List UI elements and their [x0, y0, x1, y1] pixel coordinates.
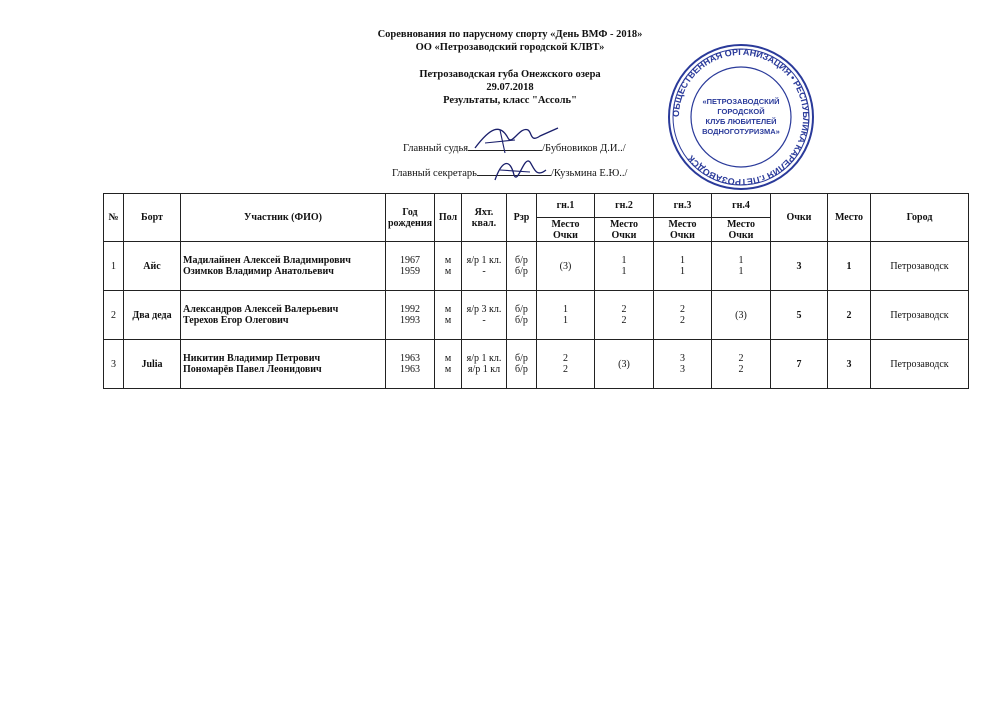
race1-sub: Место Очки	[536, 218, 594, 242]
row-qual: я/р 3 кл. -	[461, 291, 506, 340]
organizer: ОО «Петрозаводский городской КЛВТ»	[415, 42, 605, 53]
col-sex: Пол	[434, 194, 461, 242]
date: 29.07.2018	[486, 82, 534, 93]
row-city: Петрозаводск	[870, 291, 968, 340]
stamp-line-4: ВОДНОГОТУРИЗМА»	[702, 127, 780, 136]
col-points: Очки	[770, 194, 827, 242]
row-place: 1	[827, 242, 870, 291]
race4-sub: Место Очки	[711, 218, 770, 242]
row-race4: 1 1	[711, 242, 770, 291]
row-bort: Айс	[124, 242, 181, 291]
col-race3: гн.3	[653, 194, 711, 218]
row-race3: 3 3	[653, 340, 711, 389]
row-place: 2	[827, 291, 870, 340]
row-race2: 1 1	[594, 242, 653, 291]
row-bort: Два деда	[124, 291, 181, 340]
col-city: Город	[870, 194, 968, 242]
row-num: 3	[104, 340, 124, 389]
results-class: Результаты, класс "Ассоль"	[443, 95, 577, 106]
stamp-line-3: КЛУБ ЛЮБИТЕЛЕЙ	[705, 117, 777, 126]
row-bort: Julia	[124, 340, 181, 389]
secretary-name: /Кузьмина Е.Ю../	[550, 168, 628, 179]
row-city: Петрозаводск	[870, 340, 968, 389]
row-city: Петрозаводск	[870, 242, 968, 291]
row-race3: 1 1	[653, 242, 711, 291]
row-names: Никитин Владимир Петрович Пономарёв Павел Леонидович	[181, 340, 386, 389]
col-race2: гн.2	[594, 194, 653, 218]
table-row	[104, 340, 969, 389]
stamp-outer-text: ОБЩЕСТВЕННАЯ ОРГАНИЗАЦИЯ • РЕСПУБЛИКА КАРЕЛИЯ г.ПЕТРОЗАВОДСК	[670, 46, 812, 188]
col-participant: Участник (ФИО)	[181, 194, 386, 242]
row-years: 1963 1963	[386, 340, 435, 389]
col-rank: Рзр	[506, 194, 536, 242]
row-race3: 2 2	[653, 291, 711, 340]
col-bort: Борт	[124, 194, 181, 242]
row-points: 5	[770, 291, 827, 340]
row-rank: б/р б/р	[506, 242, 536, 291]
row-qual: я/р 1 кл. -	[461, 242, 506, 291]
row-num: 2	[104, 291, 124, 340]
race2-sub: Место Очки	[594, 218, 653, 242]
row-race1: 2 2	[536, 340, 594, 389]
col-race4: гн.4	[711, 194, 770, 218]
row-sex: м м	[434, 291, 461, 340]
col-num: №	[104, 194, 124, 242]
col-place: Место	[827, 194, 870, 242]
stamp-line-1: «ПЕТРОЗАВОДСКИЙ	[702, 97, 780, 106]
secretary-signature-scribble	[490, 150, 550, 190]
col-year: Год рождения	[386, 194, 435, 242]
row-years: 1967 1959	[386, 242, 435, 291]
col-qual: Яхт. квал.	[461, 194, 506, 242]
row-points: 3	[770, 242, 827, 291]
row-qual: я/р 1 кл. я/р 1 кл	[461, 340, 506, 389]
row-race2: 2 2	[594, 291, 653, 340]
row-sex: м м	[434, 340, 461, 389]
results-table	[103, 193, 969, 389]
row-years: 1992 1993	[386, 291, 435, 340]
race3-sub: Место Очки	[653, 218, 711, 242]
row-names: Александров Алексей Валерьевич Терехов Егор Олегович	[181, 291, 386, 340]
row-race2: (3)	[594, 340, 653, 389]
judge-label: Главный судья	[403, 143, 469, 154]
row-race4: (3)	[711, 291, 770, 340]
table-row	[104, 291, 969, 340]
document-header	[300, 28, 720, 107]
judge-name: /Бубновиков Д.И../	[542, 143, 626, 154]
organization-stamp	[666, 42, 816, 192]
secretary-label: Главный секретарь	[392, 168, 477, 179]
row-place: 3	[827, 340, 870, 389]
row-points: 7	[770, 340, 827, 389]
row-num: 1	[104, 242, 124, 291]
stamp-line-2: ГОРОДСКОЙ	[717, 107, 765, 116]
table-header-row	[104, 194, 969, 218]
row-rank: б/р б/р	[506, 291, 536, 340]
row-race1: (3)	[536, 242, 594, 291]
table-row	[104, 242, 969, 291]
row-names: Мадилайнен Алексей Владимирович Озимков Владимир Анатольевич	[181, 242, 386, 291]
col-race1: гн.1	[536, 194, 594, 218]
row-race1: 1 1	[536, 291, 594, 340]
venue: Петрозаводская губа Онежского озера	[419, 69, 601, 80]
competition-title: Соревнования по парусному спорту «День ВМФ - 2018»	[377, 29, 643, 40]
row-sex: м м	[434, 242, 461, 291]
row-race4: 2 2	[711, 340, 770, 389]
row-rank: б/р б/р	[506, 340, 536, 389]
